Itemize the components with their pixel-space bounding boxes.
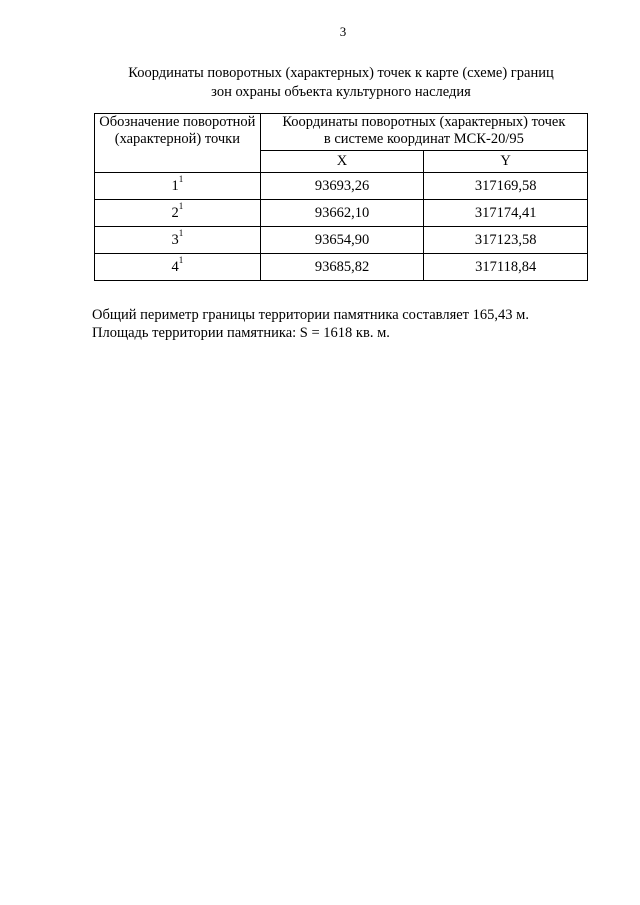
page-number: 3: [339, 24, 347, 39]
point-number: 2: [171, 204, 179, 221]
x-cell: 93654,90: [260, 227, 424, 254]
point-cell: [95, 254, 261, 281]
header-y: Y: [424, 151, 588, 173]
table-row: [95, 173, 588, 200]
title-line-2: зон охраны объекта культурного наследия: [211, 84, 471, 100]
point-superscript: 1: [178, 254, 184, 265]
x-cell: 93662,10: [260, 200, 424, 227]
point-superscript: 1: [178, 227, 184, 238]
header-coordinates: [260, 114, 587, 151]
x-cell: 93685,82: [260, 254, 424, 281]
header-coordinates-line-1: Координаты поворотных (характерных) точек: [282, 114, 566, 130]
point-cell: [95, 173, 261, 200]
y-cell: 317169,58: [424, 173, 588, 200]
coordinates-table: [94, 113, 588, 281]
y-cell: 317118,84: [424, 254, 588, 281]
header-x: X: [260, 151, 424, 173]
table-row: [95, 254, 588, 281]
header-point-designation: Обозначение поворотной (характерной) точки: [95, 114, 261, 173]
document-title: [94, 64, 588, 102]
x-cell: 93693,26: [260, 173, 424, 200]
table-row: [95, 200, 588, 227]
table-row: [95, 227, 588, 254]
area-text: Площадь территории памятника: S = 1618 кв. м.: [92, 325, 390, 341]
point-superscript: 1: [178, 200, 184, 211]
summary: [92, 306, 529, 342]
y-cell: 317123,58: [424, 227, 588, 254]
y-cell: 317174,41: [424, 200, 588, 227]
point-cell: [95, 227, 261, 254]
perimeter-text: Общий периметр границы территории памятника составляет 165,43 м.: [92, 307, 529, 323]
header-coordinates-line-2: в системе координат МСК-20/95: [323, 131, 524, 147]
point-number: 3: [171, 231, 179, 248]
title-line-1: Координаты поворотных (характерных) точек к карте (схеме) границ: [128, 65, 554, 81]
point-cell: [95, 200, 261, 227]
point-number: 4: [171, 258, 179, 275]
point-superscript: 1: [178, 173, 184, 184]
point-number: 1: [171, 177, 179, 194]
